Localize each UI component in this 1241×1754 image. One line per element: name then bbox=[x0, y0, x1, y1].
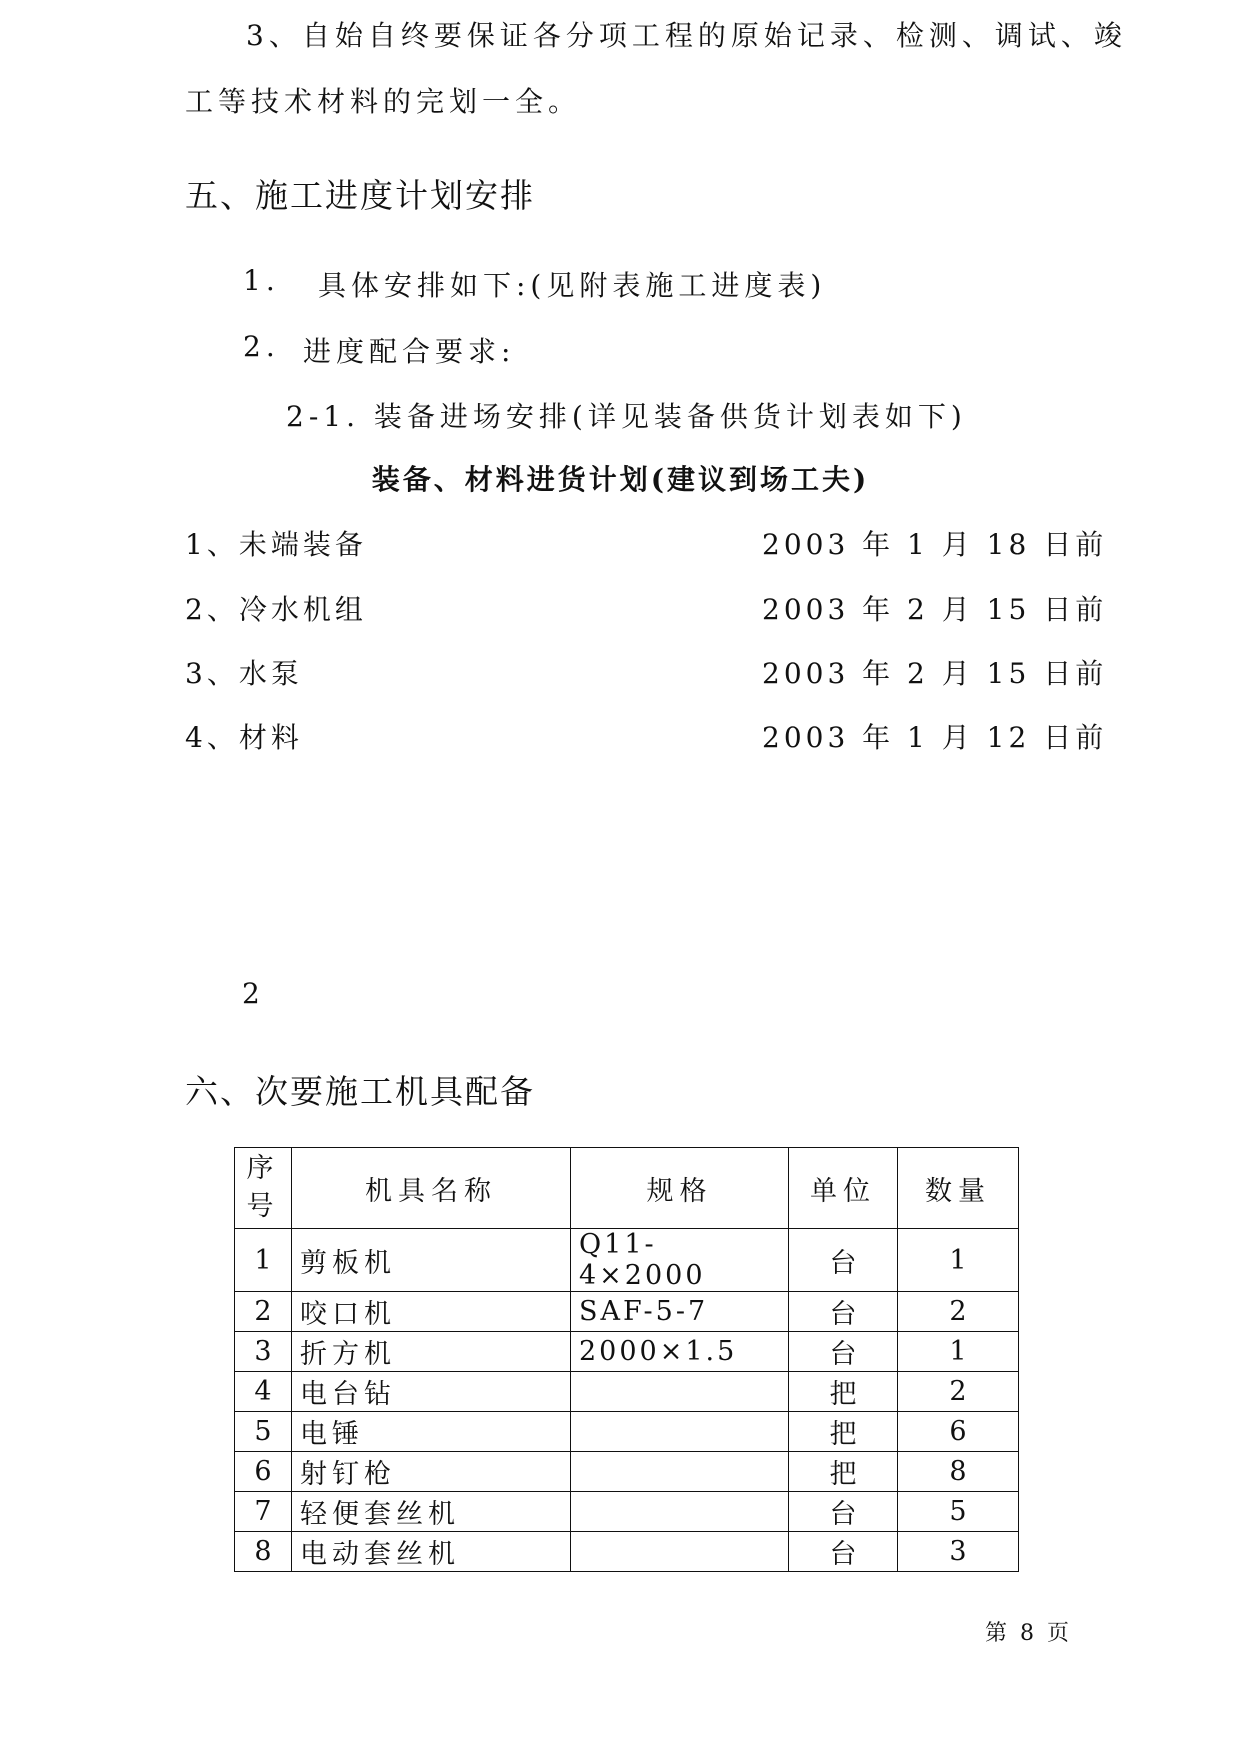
schedule-item: 1、未端装备 bbox=[185, 528, 367, 561]
cell-spec bbox=[571, 1532, 789, 1572]
table-row bbox=[235, 1292, 1019, 1332]
schedule-date: 2003 年 1 月 12 日前 bbox=[762, 721, 1108, 754]
schedule-date: 2003 年 2 月 15 日前 bbox=[762, 593, 1108, 626]
cell-spec: SAF-5-7 bbox=[571, 1292, 789, 1332]
cell-qty: 5 bbox=[898, 1492, 1019, 1532]
cell-qty: 1 bbox=[898, 1332, 1019, 1372]
table-row bbox=[235, 1532, 1019, 1572]
item-2-text: 进度配合要求: bbox=[303, 335, 516, 368]
stray-number: 2 bbox=[242, 977, 265, 1010]
header-no-top: 序 bbox=[246, 1153, 280, 1184]
cell-name: 剪板机 bbox=[292, 1229, 571, 1292]
table-row bbox=[235, 1332, 1019, 1372]
table-row bbox=[235, 1229, 1019, 1292]
cell-qty: 2 bbox=[898, 1372, 1019, 1412]
supply-plan-title: 装备、材料进货计划(建议到场工夫) bbox=[371, 463, 870, 496]
table-header-row bbox=[235, 1148, 1019, 1229]
cell-qty: 3 bbox=[898, 1532, 1019, 1572]
page-number: 第 8 页 bbox=[985, 1621, 1072, 1646]
cell-name: 射钉枪 bbox=[292, 1452, 571, 1492]
cell-name: 电台钻 bbox=[292, 1372, 571, 1412]
intro-line-2: 工等技术材料的完划一全。 bbox=[185, 85, 582, 118]
cell-no: 4 bbox=[235, 1372, 292, 1412]
cell-name: 折方机 bbox=[292, 1332, 571, 1372]
header-no bbox=[235, 1148, 292, 1229]
section-5-heading: 五、施工进度计划安排 bbox=[185, 176, 535, 215]
header-spec: 规格 bbox=[571, 1148, 789, 1229]
cell-no: 6 bbox=[235, 1452, 292, 1492]
cell-qty: 6 bbox=[898, 1412, 1019, 1452]
table-row bbox=[235, 1452, 1019, 1492]
cell-spec bbox=[571, 1452, 789, 1492]
cell-unit: 台 bbox=[789, 1332, 898, 1372]
cell-unit: 把 bbox=[789, 1452, 898, 1492]
cell-name: 电动套丝机 bbox=[292, 1532, 571, 1572]
cell-name: 咬口机 bbox=[292, 1292, 571, 1332]
header-name: 机具名称 bbox=[292, 1148, 571, 1229]
header-unit: 单位 bbox=[789, 1148, 898, 1229]
table-row bbox=[235, 1412, 1019, 1452]
cell-name: 电锤 bbox=[292, 1412, 571, 1452]
cell-no: 5 bbox=[235, 1412, 292, 1452]
section-6-heading: 六、次要施工机具配备 bbox=[185, 1072, 535, 1111]
cell-unit: 把 bbox=[789, 1412, 898, 1452]
cell-name: 轻便套丝机 bbox=[292, 1492, 571, 1532]
cell-qty: 1 bbox=[898, 1229, 1019, 1292]
item-2-number: 2. bbox=[243, 330, 280, 363]
table-row bbox=[235, 1492, 1019, 1532]
item-1-text: 具体安排如下:(见附表施工进度表) bbox=[318, 269, 827, 302]
cell-qty: 2 bbox=[898, 1292, 1019, 1332]
schedule-date: 2003 年 1 月 18 日前 bbox=[762, 528, 1108, 561]
table-row bbox=[235, 1372, 1019, 1412]
intro-line-1: 3、自始自终要保证各分项工程的原始记录、检测、调试、竣 bbox=[246, 19, 1127, 52]
equipment-table bbox=[234, 1147, 1019, 1572]
cell-spec: Q11-4×2000 bbox=[571, 1229, 789, 1292]
cell-qty: 8 bbox=[898, 1452, 1019, 1492]
header-qty: 数量 bbox=[898, 1148, 1019, 1229]
cell-unit: 把 bbox=[789, 1372, 898, 1412]
cell-no: 2 bbox=[235, 1292, 292, 1332]
cell-no: 7 bbox=[235, 1492, 292, 1532]
cell-no: 8 bbox=[235, 1532, 292, 1572]
subitem-2-1: 2-1. 装备进场安排(详见装备供货计划表如下) bbox=[286, 400, 967, 433]
item-1-number: 1. bbox=[243, 264, 280, 297]
schedule-date: 2003 年 2 月 15 日前 bbox=[762, 657, 1108, 690]
schedule-item: 2、冷水机组 bbox=[185, 593, 367, 626]
cell-spec bbox=[571, 1492, 789, 1532]
cell-no: 1 bbox=[235, 1229, 292, 1292]
cell-spec bbox=[571, 1412, 789, 1452]
cell-unit: 台 bbox=[789, 1292, 898, 1332]
cell-spec bbox=[571, 1372, 789, 1412]
header-no-bottom: 号 bbox=[246, 1191, 280, 1222]
schedule-item: 3、水泵 bbox=[185, 657, 303, 690]
cell-spec: 2000×1.5 bbox=[571, 1332, 789, 1372]
cell-unit: 台 bbox=[789, 1532, 898, 1572]
schedule-item: 4、材料 bbox=[185, 721, 303, 754]
cell-no: 3 bbox=[235, 1332, 292, 1372]
cell-unit: 台 bbox=[789, 1492, 898, 1532]
cell-unit: 台 bbox=[789, 1229, 898, 1292]
